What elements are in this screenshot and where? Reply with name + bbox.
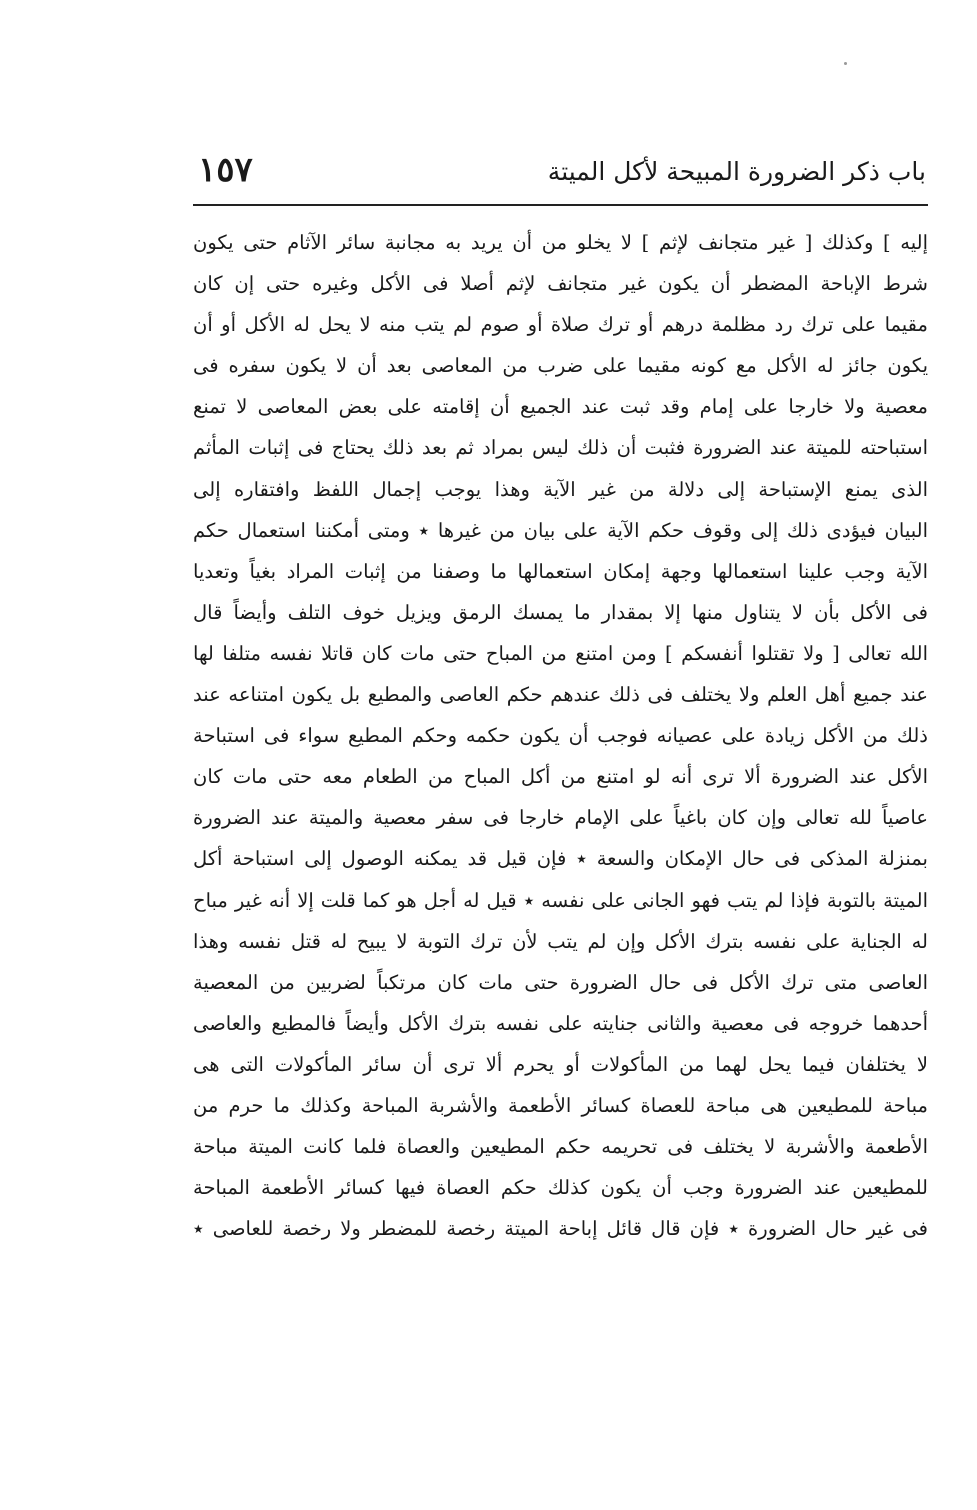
text-line: شرط الإباحة المضطر أن يكون غير متجانف لإثم أصلا فى الأكل وغيره حتى إن كان [193,272,928,296]
speck-mark [844,62,847,65]
text-line: معصية ولا خارجا على إمام وقد ثبت عند الجميع أن إقامته على بعض المعاصى لا تمنع [193,395,928,419]
text-line: فى غير حال الضرورة ٭ فإن قال قائل إباحة الميتة رخصة للمضطر ولا رخصة للعاصى ٭ [193,1217,928,1241]
header-rule [193,204,928,206]
text-line: مقيما على ترك رد مظلمة درهم أو ترك صلاة أو صوم لم يتب منه لا يحل له الأكل أو أن [193,313,928,337]
text-line: له الجناية على نفسه بترك الأكل وإن لم يتب لأن ترك التوبة لا يبيح له قتل نفسه وهذا [193,929,928,953]
text-line: يكون جائز له الأكل مع كونه مقيما على ضرب من المعاصى بعد أن لا يكون سفره فى [193,354,928,378]
page-header [190,150,930,198]
text-line: الميتة بالتوبة فإذا لم يتب فهو الجانى على نفسه ٭ قيل له أجل هو كما قلت إلا أنه غير مباح [193,888,928,912]
text-line: البيان فيؤدى ذلك إلى وقوف حكم الآية على بيان من غيرها ٭ ومتى أمكننا استعمال حكم [193,518,928,542]
text-line: عاصياً لله تعالى وإن كان باغياً على الإمام خارجا فى سفر معصية والميتة عند الضرورة [193,806,928,830]
chapter-title: باب ذكر الضرورة المبيحة لأكل الميتة [547,157,926,186]
text-line: بمنزلة المذكى فى حال الإمكان والسعة ٭ فإن قيل قد يمكنه الوصول إلى استباحة أكل [193,847,928,871]
text-line: للمطيعين عند الضرورة وجب أن يكون كذلك حكم العصاة فيها كسائر الأطعمة المباحة [193,1176,928,1200]
text-line: فى الأكل بأن لا يتناول منها إلا بمقدار ما يمسك الرمق ويزيل خوف التلف وأيضاً قال [193,600,928,624]
page-number: ١٥٧ [198,150,253,190]
text-line: الله تعالى [ ولا تقتلوا أنفسكم ] ومن امتنع من المباح حتى مات كان قاتلا نفسه متلفا لها [193,641,928,665]
text-line: عند جميع أهل العلم ولا يختلف فى ذلك عندهم حكم العاصى والمطيع بل يكون امتناعه عند [193,683,928,707]
text-line: الآية وجب علينا استعمالها وجهة إمكان استعمالها ما وصفنا من إثبات المراد بغياً وتعديا [193,559,928,583]
text-line: الذى يمنع الإستباحة إلى دلالة من غير الآية وهذا يوجب إجمال اللفظ وافتقاره إلى [193,477,928,501]
text-line: الأكل عند الضرورة ألا ترى أنه لو امتنع من أكل المباح من الطعام معه حتى مات كان [193,765,928,789]
text-line: مباحة للمطيعين هى مباحة للعصاة كسائر الأطعمة والأشربة المباحة وكذلك ما حرم من [193,1093,928,1117]
body-text [193,222,928,1249]
text-line: استباحته للميتة عند الضرورة فثبت أن ذلك ليس بمراد ثم بعد ذلك يحتاج فى إثبات المأثم [193,436,928,460]
text-line: أحدهما خروجه فى معصية والثانى جنايته على نفسه بترك الأكل وأيضاً فالمطيع والعاصى [193,1011,928,1035]
text-line: الأطعمة والأشربة لا يختلف فى تحريمه حكم المطيعين والعصاة فلما كانت الميتة مباحة [193,1135,928,1159]
text-line: ذلك من الأكل زيادة على عصيانه فوجب أن يكون حكمه وحكم المطيع سواء فى استباحة [193,724,928,748]
text-line: العاصى متى ترك الأكل فى حال الضرورة حتى مات كان مرتكباً لضربين من المعصية [193,970,928,994]
text-line: لا يختلفان فيما يحل لهما من المأكولات أو يحرم ألا ترى أن سائر المأكولات التى هى [193,1052,928,1076]
text-line: إليه ] وكذلك [ غير متجانف لإثم ] لا يخلو من أن يريد به مجانبة سائر الآثام حتى يكون [193,231,928,254]
